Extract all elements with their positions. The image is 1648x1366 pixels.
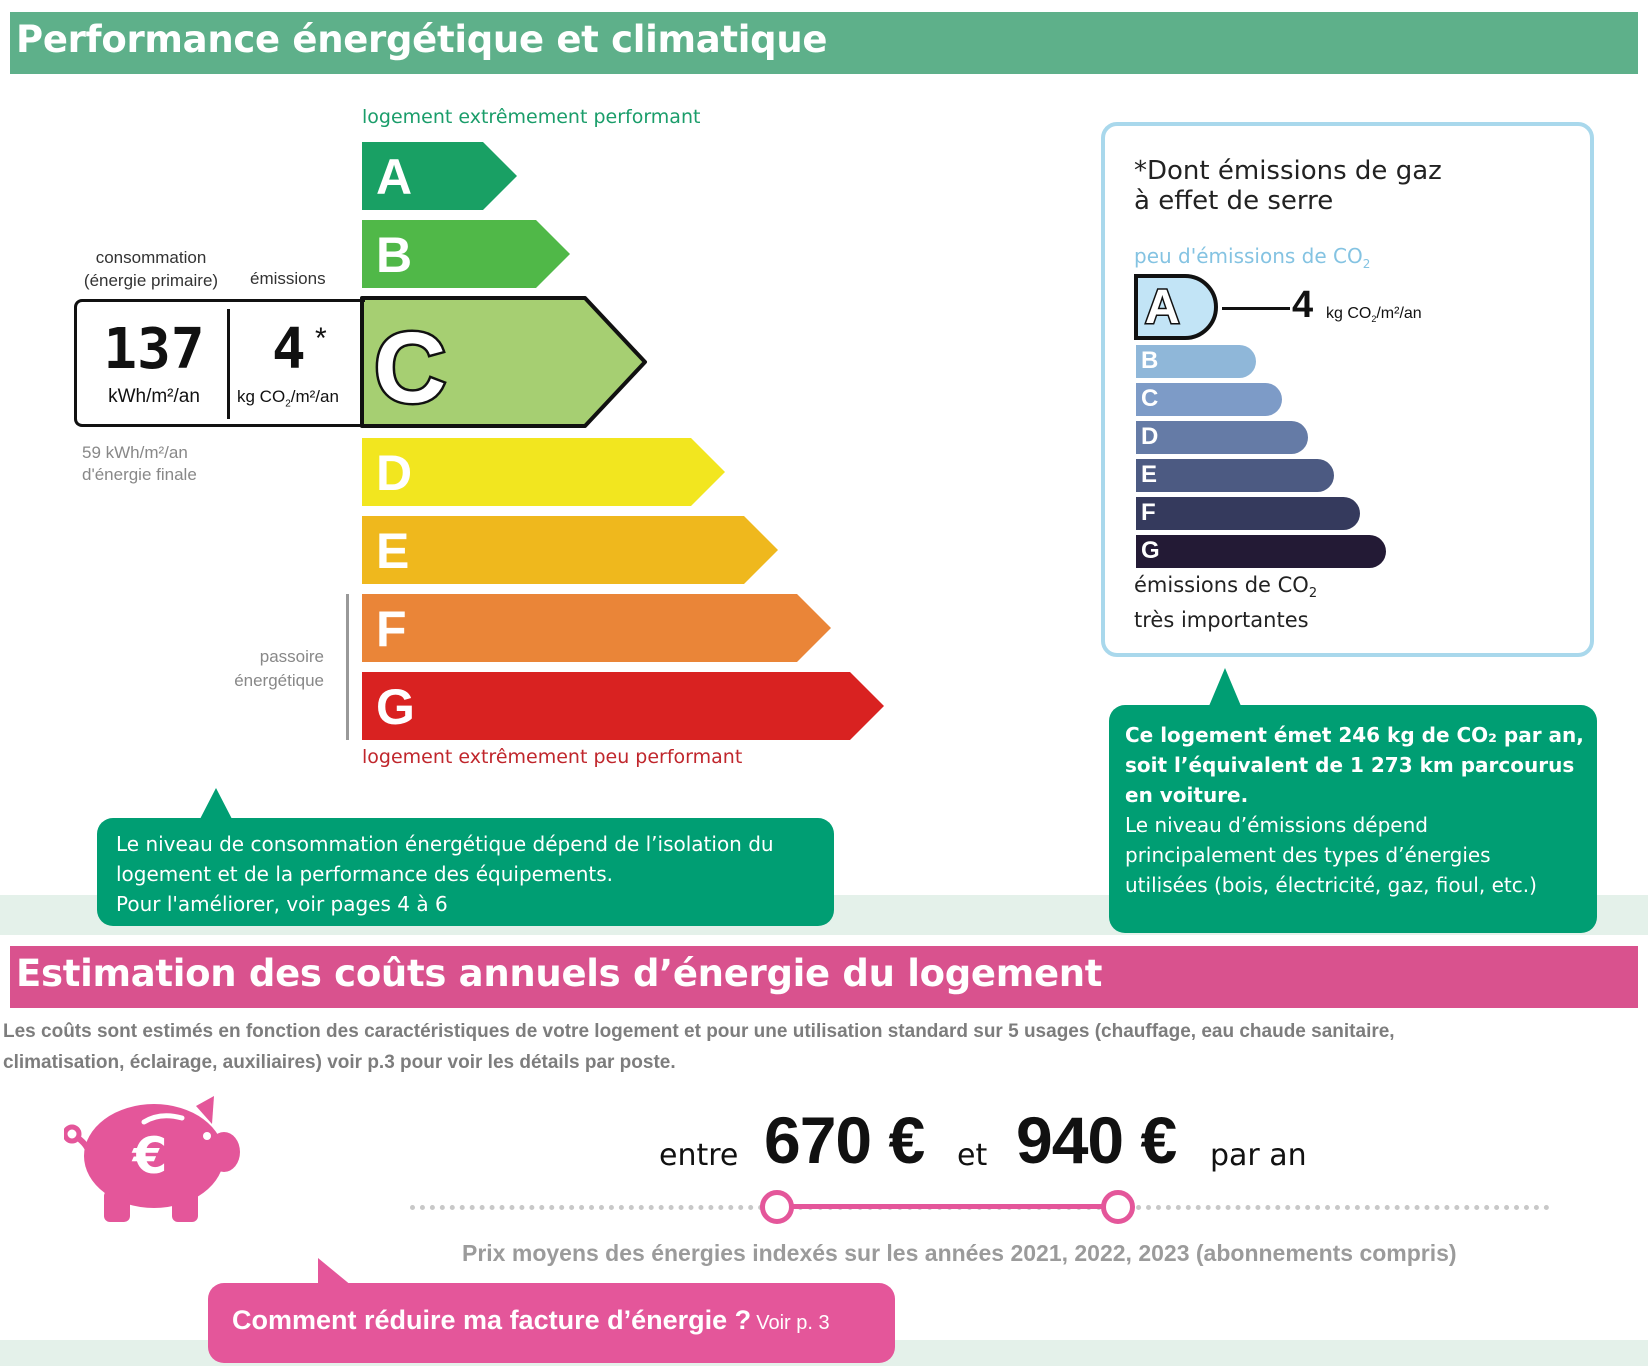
consumption-info-bubble [97, 818, 834, 926]
energy-class-letter: D [376, 445, 413, 501]
reduce-bill-title: Comment réduire ma facture d’énergie ? [232, 1305, 752, 1335]
consumption-value: 137 [103, 317, 205, 382]
bubble-pointer [1209, 668, 1241, 706]
costs-description [3, 1016, 1643, 1078]
emissions-unit-prefix: kg CO [237, 387, 286, 406]
bubble-line: principalement des types d’énergies [1125, 843, 1491, 867]
bubble-bold-line: en voiture. [1125, 783, 1249, 807]
ges-unit-sub: 2 [1371, 314, 1377, 325]
final-energy-line1: 59 kWh/m²/an [82, 443, 188, 462]
consumption-label [76, 246, 226, 292]
ges-top-text [1134, 244, 1370, 271]
costs-desc-line1: Les coûts sont estimés en fonction des caractéristiques de votre logement et pour une utilisation standard sur 5 usages (chauffage, eau chaude sanitaire, [3, 1021, 1395, 1042]
ges-unit [1326, 305, 1422, 324]
emissions-star: * [315, 322, 327, 355]
cost-max-marker [1101, 1190, 1135, 1224]
energy-label-bottom-text: logement extrêmement peu performant [362, 746, 743, 768]
ges-class-c-bar [1133, 380, 1285, 419]
ges-class-letter: G [1141, 537, 1160, 564]
ges-top-text-prefix: peu d'émissions de CO [1134, 244, 1363, 268]
ges-class-b-bar [1133, 342, 1259, 381]
cost-per-year: par an [1210, 1138, 1307, 1173]
energy-class-d-bar [360, 436, 729, 510]
passoire-line2: énergétique [234, 671, 324, 690]
consumption-unit: kWh/m²/an [108, 386, 200, 407]
section-header-costs [10, 946, 1638, 1008]
energy-class-letter: B [376, 227, 413, 283]
ges-unit-prefix: kg CO [1326, 305, 1372, 322]
ges-class-letter: B [1141, 347, 1159, 374]
energy-class-letter: E [376, 523, 410, 579]
ges-title-star: * [1134, 156, 1147, 186]
bubble-bold-line: Ce logement émet 246 kg de CO₂ par an, [1125, 723, 1584, 747]
ges-bottom-line2: très importantes [1134, 608, 1309, 633]
emissions-info-bubble [1109, 705, 1597, 933]
ges-class-f-bar [1133, 494, 1363, 533]
emissions-unit-suffix: /m²/an [290, 387, 339, 406]
ges-class-a-bar [1133, 273, 1219, 341]
passoire-label [200, 645, 324, 693]
bubble-line: Le niveau d’émissions dépend [1125, 813, 1428, 837]
ges-class-g-bar [1133, 532, 1389, 571]
bubble-line: logement et de la performance des équipements. [116, 862, 614, 886]
bubble-pointer [200, 788, 232, 819]
ges-class-letter: A [1145, 281, 1180, 334]
energy-class-letter: G [376, 679, 415, 735]
passoire-line1: passoire [259, 647, 324, 666]
ges-class-e-bar [1133, 456, 1337, 495]
ges-class-d-bar [1133, 418, 1311, 457]
consumption-label-line1: consommation [95, 248, 207, 267]
emissions-value: 4 [272, 317, 306, 382]
energy-class-c-bar [360, 296, 649, 430]
ges-class-letter: D [1141, 423, 1159, 450]
ges-unit-suffix: /m²/an [1376, 305, 1422, 322]
ges-class-letter: E [1141, 461, 1158, 488]
passoire-bracket [346, 594, 349, 740]
section-header-performance [10, 12, 1638, 74]
ges-bottom-sub: 2 [1308, 586, 1318, 602]
bubble-pointer [318, 1258, 352, 1286]
emissions-unit-sub: 2 [285, 398, 291, 410]
ges-top-text-sub: 2 [1362, 257, 1371, 271]
energy-class-a-bar [360, 140, 521, 214]
cost-word-between: entre [659, 1138, 739, 1173]
ges-class-letter: C [1141, 385, 1159, 412]
energy-class-letter: C [374, 312, 447, 424]
reduce-bill-link[interactable] [208, 1283, 895, 1363]
piggy-bank-icon [64, 1094, 244, 1224]
energy-label-top-text: logement extrêmement performant [362, 106, 701, 128]
reduce-bill-page-ref[interactable]: Voir p. 3 [756, 1312, 830, 1334]
ges-value: 4 [1292, 284, 1314, 326]
ges-bottom-prefix: émissions de CO [1134, 573, 1309, 597]
section-title: Estimation des coûts annuels d’énergie du logement [16, 952, 1103, 995]
ges-class-letter: F [1141, 499, 1156, 526]
energy-class-letter: A [376, 149, 413, 205]
piggy-euro-symbol: € [132, 1127, 168, 1185]
final-energy-note [82, 442, 197, 486]
ges-title-line1: Dont émissions de gaz [1147, 156, 1442, 186]
cost-min: 670 € [764, 1103, 925, 1177]
ges-title-line2: à effet de serre [1134, 186, 1334, 216]
ges-title [1134, 156, 1442, 216]
section-title: Performance énergétique et climatique [16, 18, 828, 61]
energy-class-letter: F [376, 601, 407, 657]
bubble-bold-line: soit l’équivalent de 1 273 km parcourus [1125, 753, 1575, 777]
bubble-line: utilisées (bois, électricité, gaz, fioul, etc.) [1125, 873, 1537, 897]
energy-class-b-bar [360, 218, 574, 292]
consumption-label-line2: (énergie primaire) [83, 271, 219, 290]
final-energy-line2: d'énergie finale [82, 465, 197, 484]
cost-footnote: Prix moyens des énergies indexés sur les années 2021, 2022, 2023 (abonnements compris) [462, 1240, 1457, 1266]
emissions-unit [237, 387, 339, 409]
cost-min-marker [760, 1190, 794, 1224]
cost-range-fill [776, 1204, 1118, 1209]
costs-desc-line2: climatisation, éclairage, auxiliaires) voir p.3 pour voir les détails par poste. [3, 1052, 676, 1073]
ges-bottom-text [1134, 572, 1317, 634]
emissions-label: émissions [250, 269, 326, 288]
energy-class-e-bar [360, 514, 782, 588]
bubble-line: Pour l'améliorer, voir pages 4 à 6 [116, 892, 448, 916]
energy-class-f-bar [360, 592, 835, 666]
energy-class-g-bar [360, 670, 888, 744]
bubble-line: Le niveau de consommation énergétique dépend de l’isolation du [116, 832, 774, 856]
ges-connector-line [1222, 307, 1290, 310]
cost-word-and: et [957, 1138, 988, 1173]
cost-max: 940 € [1016, 1103, 1177, 1177]
